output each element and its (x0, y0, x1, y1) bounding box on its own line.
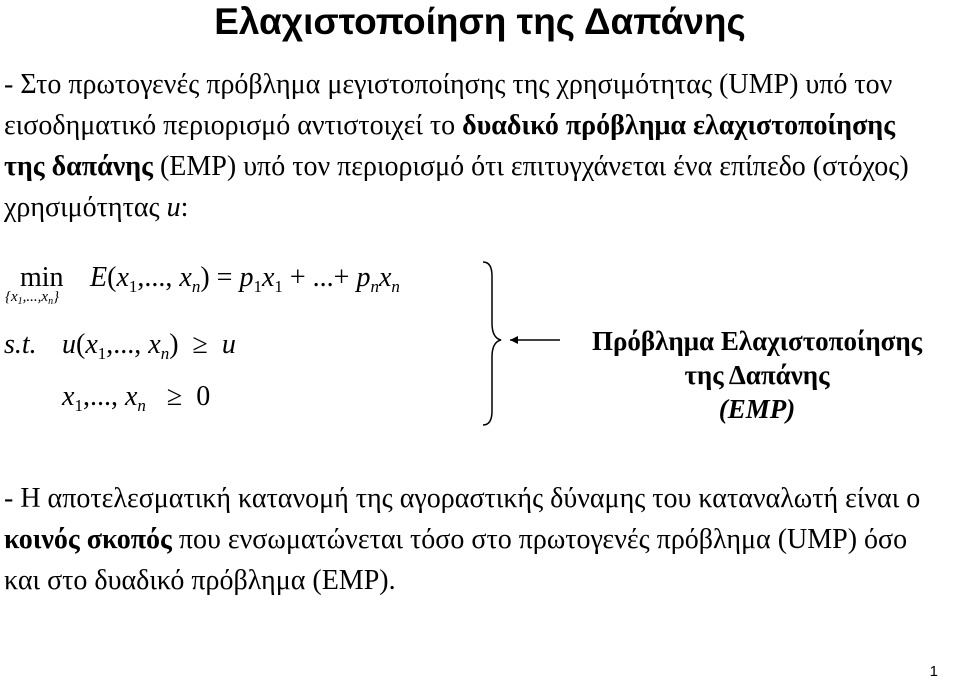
conclusion-bold-phrase: κοινός σκοπός (4, 524, 172, 555)
page-number: 1 (929, 663, 938, 680)
emp-label-acronym: (EMP) (718, 394, 796, 424)
emp-label-line2: της Δαπάνης (684, 360, 830, 390)
objective-function: $E(x_1$,..., $x_n) = p_1x_1$ + ...+ $p_nx_n$ (90, 262, 400, 296)
conclusion-text-1: - Η αποτελεσματική κατανομή της αγοραστικής δύναμης του καταναλωτή είναι ο (4, 483, 921, 514)
conclusion-text-2: που ενσωματώνεται τόσο στο πρωτογενές πρόβλημα (UMP) όσο και στο δυαδικό πρόβλημα (EMP). (4, 524, 908, 596)
intro-colon: : (180, 192, 189, 223)
min-subscript: $\{x_1,...,x_n\}$ (5, 289, 60, 307)
subject-to-label: s.t. (4, 329, 37, 360)
min-operator: min (20, 262, 64, 293)
intro-text-1: - Στο πρωτογενές πρόβλημα μεγιστοποίησης της χρησιμότητας (UMP) υπό τον εισοδηματικό περιορισμό αντιστοιχεί το (4, 69, 893, 141)
emp-label-line1: Πρόβλημα Ελαχιστοποίησης (591, 326, 923, 356)
intro-text-2: (EMP) υπό τον περιορισμό ότι επιτυγχάνεται ένα επίπεδο (στόχος) χρησιμότητας (4, 151, 909, 223)
intro-bold-phrase: δυαδικό πρόβλημα ελαχιστοποίησης της δαπάνης (4, 110, 896, 182)
nonnegativity-constraint: $x_1$,..., $x_n \ge 0$ (62, 381, 211, 415)
emp-label (562, 324, 952, 426)
conclusion-paragraph (4, 478, 944, 601)
utility-level-variable: u (166, 192, 181, 223)
utility-constraint: $u(x_1$,..., $x_n) \ge u$ (62, 329, 236, 363)
slide-title: Ελαχιστοποίηση της Δαπάνης (214, 1, 746, 42)
right-brace-icon (483, 262, 501, 425)
